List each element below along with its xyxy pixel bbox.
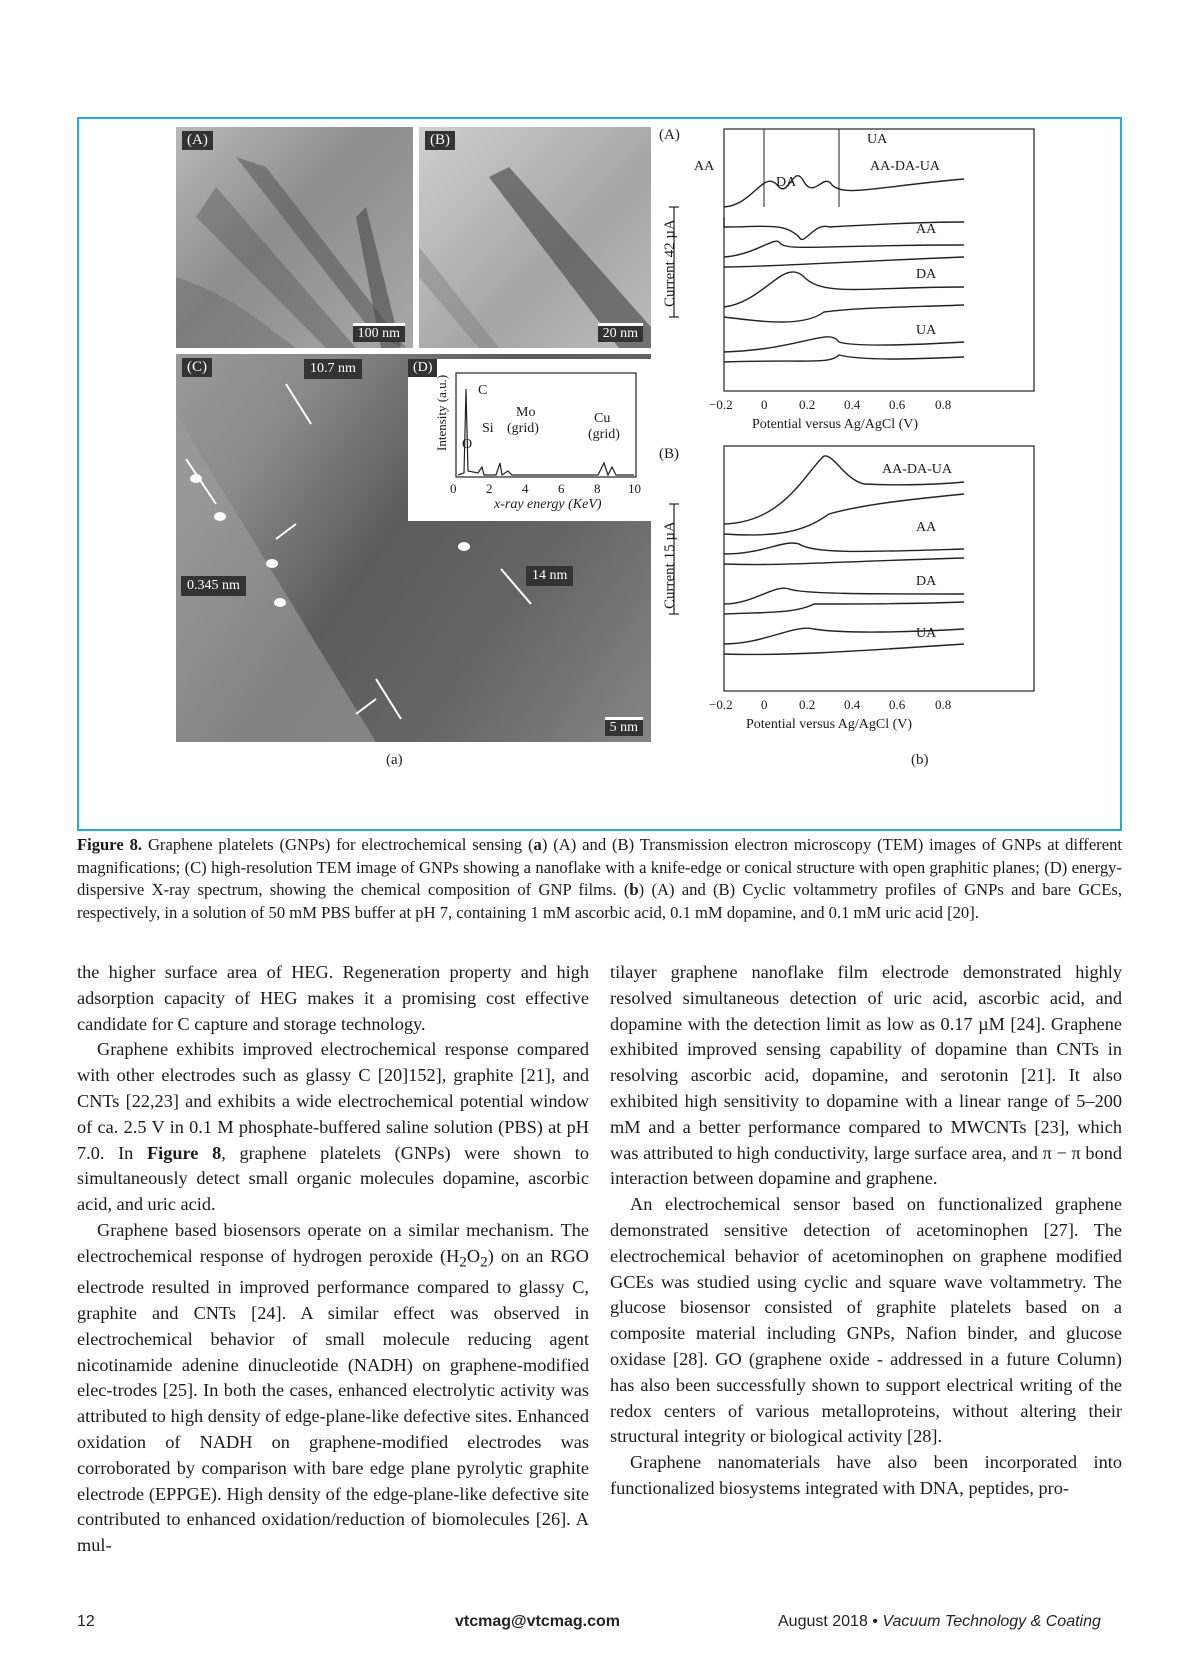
image-d-label: (D): [408, 359, 437, 377]
cv-curve-label: AA-DA-UA: [870, 159, 940, 174]
tem-image-b: [419, 127, 651, 348]
cv-top-y-axis-label: Current 42 µA: [662, 219, 678, 307]
caption-text: ) (A) and (B) Transmission electron microscopy (TEM) images of GNPs at different magnifications; (C) high-resolution TEM image of GNPs showing a nanoflake with a knife-edge or conical structure with open graphitic planes; (D) energy-dispersive X-ray spectrum, showing the chemical composition of GNP films. (: [77, 835, 1122, 899]
nanoparticle-dot: [274, 598, 286, 607]
figure-reference: Figure 8: [146, 1142, 222, 1163]
footer-issue: [778, 1613, 1101, 1631]
x-tick: 0.6: [889, 697, 906, 712]
nanoparticle-dot: [266, 559, 278, 568]
footer-bullet: •: [872, 1613, 878, 1630]
footer-date: August 2018: [778, 1613, 868, 1630]
paragraph: [77, 1037, 589, 1218]
paragraph: [77, 1218, 589, 1559]
x-tick: 0.4: [844, 697, 861, 712]
cv-annotation: AA: [694, 159, 715, 174]
x-tick: 0: [450, 481, 457, 496]
paragraph: Graphene nanomaterials have also been incorporated into functionalized biosystems integrated with DNA, peptides, pro-: [610, 1452, 1122, 1498]
edx-peak-label: O: [462, 437, 473, 452]
subfigure-label-a: (a): [386, 752, 403, 768]
annotation-10-7nm: 10.7 nm: [304, 359, 362, 379]
edx-peak-label: (grid): [507, 421, 539, 436]
nanoparticle-dot: [214, 512, 226, 521]
paragraph-text: , graphene platelets (GNPs) were shown to simultaneously detect small organic molecules dopamine, ascorbic acid, and uric acid.: [77, 1142, 589, 1215]
footer-magazine: Vacuum Technology & Coating: [882, 1613, 1101, 1630]
nanoparticle-dot: [190, 474, 202, 483]
subfigure-label-b: (b): [911, 752, 929, 768]
caption-bold: b: [629, 880, 639, 899]
nanoflake-shapes: [419, 127, 651, 348]
tem-image-a: [176, 127, 413, 348]
figure-frame: [77, 117, 1122, 831]
cv-bottom-y-axis-label: Current 15 µA: [662, 521, 678, 609]
cv-curve-label: DA: [916, 267, 937, 282]
x-tick: 10: [628, 481, 641, 496]
nanoflake-shapes: [176, 127, 413, 348]
image-a-scale-bar: 100 nm: [353, 323, 405, 342]
annotation-0-345nm: 0.345 nm: [181, 576, 246, 596]
paragraph-text: Graphene exhibits improved electrochemical response compared with other electrodes such as glassy C [20]152], graphite [21], and CNTs [22,23] and exhibits a wide electrochemical potential window of ca. 2.5 V in 0.1 M phosphate-buffered saline solution (PBS) at pH 7.0. In: [77, 1039, 589, 1163]
cv-curve-label: UA: [916, 323, 937, 338]
x-tick: 6: [558, 481, 565, 496]
paragraph-text: ) on an RGO electrode resulted in improved performance compared to glassy C, graphite and CNTs [24]. A similar effect was observed in electrochemical behavior of small molecule reducing agent nicotinamide adenine dinucleotide (NADH) on graphene-modified elec-trodes [25]. In both the cases, enhanced electrolytic activity was attributed to high density of edge-plane-like defective sites. Enhanced oxidation of NADH on graphene-modified electrodes was corroborated by comparison with bare edge plane pyrolytic graphite electrode (EPPGE). High density of the edge-plane-like defective site contributed to enhanced oxidation/reduction of biomolecules [26]. A mul-: [77, 1245, 590, 1556]
cv-annotation: UA: [867, 132, 888, 147]
figure-caption: [77, 834, 1122, 924]
image-b-scale-bar: 20 nm: [598, 323, 643, 342]
x-tick: −0.2: [709, 697, 733, 712]
cv-bottom-label: (B): [659, 446, 679, 462]
cv-curve-label: AA: [916, 520, 937, 535]
subscript: 2: [459, 1253, 467, 1271]
annotation-14nm: 14 nm: [526, 566, 573, 586]
cv-top-x-axis-label: Potential versus Ag/AgCl (V): [752, 417, 919, 432]
edx-peak-label: (grid): [588, 427, 620, 442]
image-c-scale-bar: 5 nm: [605, 717, 643, 736]
x-tick: 0.2: [799, 397, 816, 412]
caption-label: Figure 8.: [77, 835, 143, 854]
paragraph-text: Graphene based biosensors operate on a similar mechanism. The electrochemical response of hydrogen peroxide (H: [77, 1219, 589, 1266]
edx-peak-label: Mo: [516, 405, 536, 420]
image-a-label: (A): [182, 131, 213, 150]
edx-spectrum-inset: [408, 359, 651, 521]
x-tick: 2: [486, 481, 493, 496]
page-number: 12: [77, 1613, 95, 1630]
cv-plot-top: [659, 127, 1084, 442]
image-b-label: (B): [425, 131, 455, 150]
paragraph-text: O: [466, 1245, 481, 1266]
x-tick: 0: [761, 397, 768, 412]
edx-x-axis-label: x-ray energy (KeV): [494, 497, 602, 512]
paragraph: An electrochemical sensor based on functionalized graphene demonstrated sensitive detection of acetominophen [27]. The electrochemical behavior of acetominophen on graphene modified GCEs was studied using cyclic and square wave voltammetry. The glucose biosensor consisted of graphite platelets based on a composite material including GNPs, Nafion binder, and glucose oxidase [28]. GO (graphene oxide - addressed in a future Column) has also been successfully shown to support electrical writing of the redox centers of various metalloproteins, without altering their structural integrity or biological activity [28].: [610, 1194, 1122, 1447]
x-tick: 0.6: [889, 397, 906, 412]
cv-curve-label: DA: [916, 574, 937, 589]
x-tick: −0.2: [709, 397, 733, 412]
edx-peak-label: Cu: [594, 411, 611, 426]
cv-bottom-x-axis-label: Potential versus Ag/AgCl (V): [746, 717, 913, 732]
subscript: 2: [480, 1253, 488, 1271]
x-tick: 0.8: [935, 397, 952, 412]
cv-top-label: (A): [659, 127, 680, 143]
x-tick: 0: [761, 697, 768, 712]
edx-peak-label: C: [478, 383, 488, 398]
caption-text: ) (A) and (B) Cyclic voltammetry profiles of GNPs and bare GCEs, respectively, in a solution of 50 mM PBS buffer at pH 7, containing 1 mM ascorbic acid, 0.1 mM dopamine, and 0.1 mM uric acid [20].: [77, 880, 1122, 922]
edx-peak-label: Si: [482, 421, 494, 436]
paragraph: tilayer graphene nanoflake film electrode demonstrated highly resolved simultaneous detection of uric acid, ascorbic acid, and dopamine with the detection limit as low as 0.17 µM [24]. Graphene exhibited improved sensing capability of dopamine than CNTs in resolving ascorbic acid, dopamine, and serotonin [21]. It also exhibited high sensitivity to dopamine with a linear range of 5–200 mM and a better performance compared to MWCNTs [23], which was attributed to high conductivity, large surface area, and π − π bond interaction between dopamine and graphene.: [610, 962, 1122, 1189]
x-tick: 8: [594, 481, 601, 496]
paragraph: the higher surface area of HEG. Regeneration property and high adsorption capacity of HEG makes it a promising cost effective candidate for C capture and storage technology.: [77, 962, 589, 1034]
left-column: [77, 960, 589, 1559]
x-tick: 0.2: [799, 697, 816, 712]
right-column: [610, 960, 1122, 1502]
caption-bold: a: [533, 835, 542, 854]
cv-curve-label: AA: [916, 222, 937, 237]
x-tick: 0.4: [844, 397, 861, 412]
caption-text: Graphene platelets (GNPs) for electrochemical sensing (: [142, 835, 534, 854]
nanoparticle-dot: [458, 542, 470, 551]
cv-curve-label: AA-DA-UA: [882, 462, 952, 477]
cv-plot-bottom: [659, 444, 1084, 744]
image-c-label: (C): [182, 358, 212, 377]
cv-curve-label: UA: [916, 626, 937, 641]
x-tick: 0.8: [935, 697, 952, 712]
x-tick: 4: [522, 481, 529, 496]
cv-annotation: DA: [776, 175, 797, 190]
footer-email: vtcmag@vtcmag.com: [455, 1613, 620, 1630]
edx-y-axis-label: Intensity (a.u.): [434, 374, 449, 451]
